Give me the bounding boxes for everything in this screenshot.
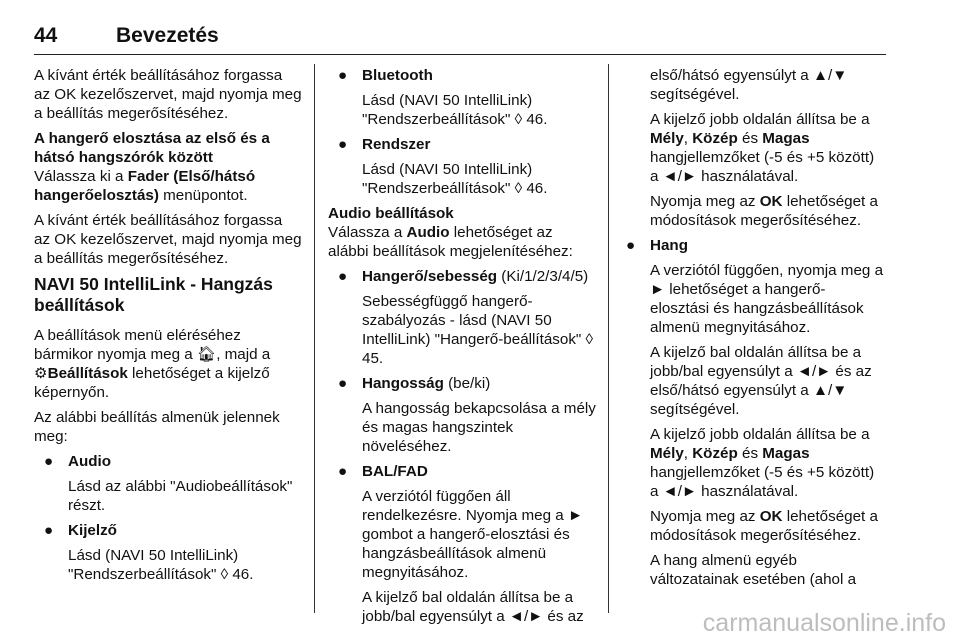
paragraph: Az alábbi beállítás almenük jelennek meg: [34, 409, 280, 445]
page-number: 44 [34, 24, 58, 47]
paragraph: első/hátsó egyensúlyt a ▲/▼ segítségével. [650, 67, 848, 103]
paragraph: A beállítások menü eléréséhez bármikor nyomja meg a 🏠︎, majd a ⚙Beállítások lehetőséget a kijelző képernyőn. [34, 327, 271, 401]
list-item: ● Hangerő/sebesség (Ki/1/2/3/4/5) Sebességfüggő hangerő-szabályozás - lásd (NAVI 50 IntelliLink) "Hangerő-beállítások" ◊ 45. [338, 268, 594, 367]
paragraph: A kívánt érték beállításához forgassa az OK kezelőszervet, majd nyomja meg a beállítás megerősítéséhez. [34, 212, 302, 267]
audio-heading: Audio beállítások [328, 205, 454, 222]
column-2 [328, 66, 596, 632]
paragraph: A kijelző jobb oldalán állítsa be a Mély, Közép és Magas hangjellemzőket (-5 és +5 között) a ◄/► használatával. [650, 111, 875, 185]
list-item: ● Hang A verziótól függően, nyomja meg a ► lehetőséget a hangerő-elosztási és hangzásbeállítások almenü megnyitásához. A kijelző bal oldalán állítsa be a jobb/bal egyensúlyt a ◄/► és az első/hátsó egyensúlyt a ▲/▼ segítségével. A kijelző jobb oldalán állítsa be a Mély, Közép és Magas hangjellemzőket (-5 és +5 között) a ◄/► használatával. Nyomja meg az OK lehetőséget a módosítások megerősítéséhez. A hang almenü egyéb változatainak esetében (ahol a [626, 237, 884, 588]
paragraph: A kívánt érték beállításához forgassa az OK kezelőszervet, majd nyomja meg a beállítás megerősítéséhez. [34, 67, 302, 122]
header-rule [34, 54, 886, 55]
list-item: ● Bluetooth Lásd (NAVI 50 IntelliLink) "Rendszerbeállítások" ◊ 46. [338, 67, 548, 128]
fader-heading: A hangerő elosztása az első és a hátsó hangszórók között [34, 130, 270, 166]
watermark: carmanualsonline.info [702, 609, 946, 637]
settings-label: Beállítások [47, 365, 128, 382]
list-item: ● Rendszer Lásd (NAVI 50 IntelliLink) "Rendszerbeállítások" ◊ 46. [338, 136, 548, 197]
chapter-title: Bevezetés [116, 24, 219, 47]
list-item: ● BAL/FAD A verziótól függően áll rendelkezésre. Nyomja meg a ► gombot a hangerő-elosztási és hangzásbeállítások almenü megnyitásához. A kijelző bal oldalán állítsa be a jobb/bal egyensúlyt a ◄/► és az [338, 463, 584, 625]
list-item: ● Hangosság (be/ki) A hangosság bekapcsolása a mély és magas hangszintek növeléséhez. [338, 375, 596, 455]
home-icon: 🏠︎ [196, 346, 217, 363]
paragraph: Nyomja meg az OK lehetőséget a módosítások megerősítéséhez. [650, 193, 878, 229]
paragraph: Válassza a Audio lehetőséget az alábbi beállítások megjelenítéséhez: [328, 224, 573, 260]
gear-icon: ⚙ [34, 365, 48, 382]
column-divider-2 [608, 64, 609, 613]
paragraph: Válassza ki a Fader (Első/hátsó hangerőelosztás) menüpontot. [34, 168, 256, 204]
section-title: NAVI 50 IntelliLink - Hangzás beállítások [34, 274, 273, 315]
list-item: ● Audio Lásd az alábbi "Audiobeállítások" részt. [44, 453, 293, 514]
page-header [34, 24, 884, 52]
list-item: ● Kijelző Lásd (NAVI 50 IntelliLink) "Rendszerbeállítások" ◊ 46. [44, 522, 254, 583]
fader-menu-label: Fader (Első/hátsó hangerőelosztás) [34, 168, 256, 204]
column-3 [616, 66, 884, 595]
column-divider-1 [314, 64, 315, 613]
column-1 [34, 66, 302, 590]
